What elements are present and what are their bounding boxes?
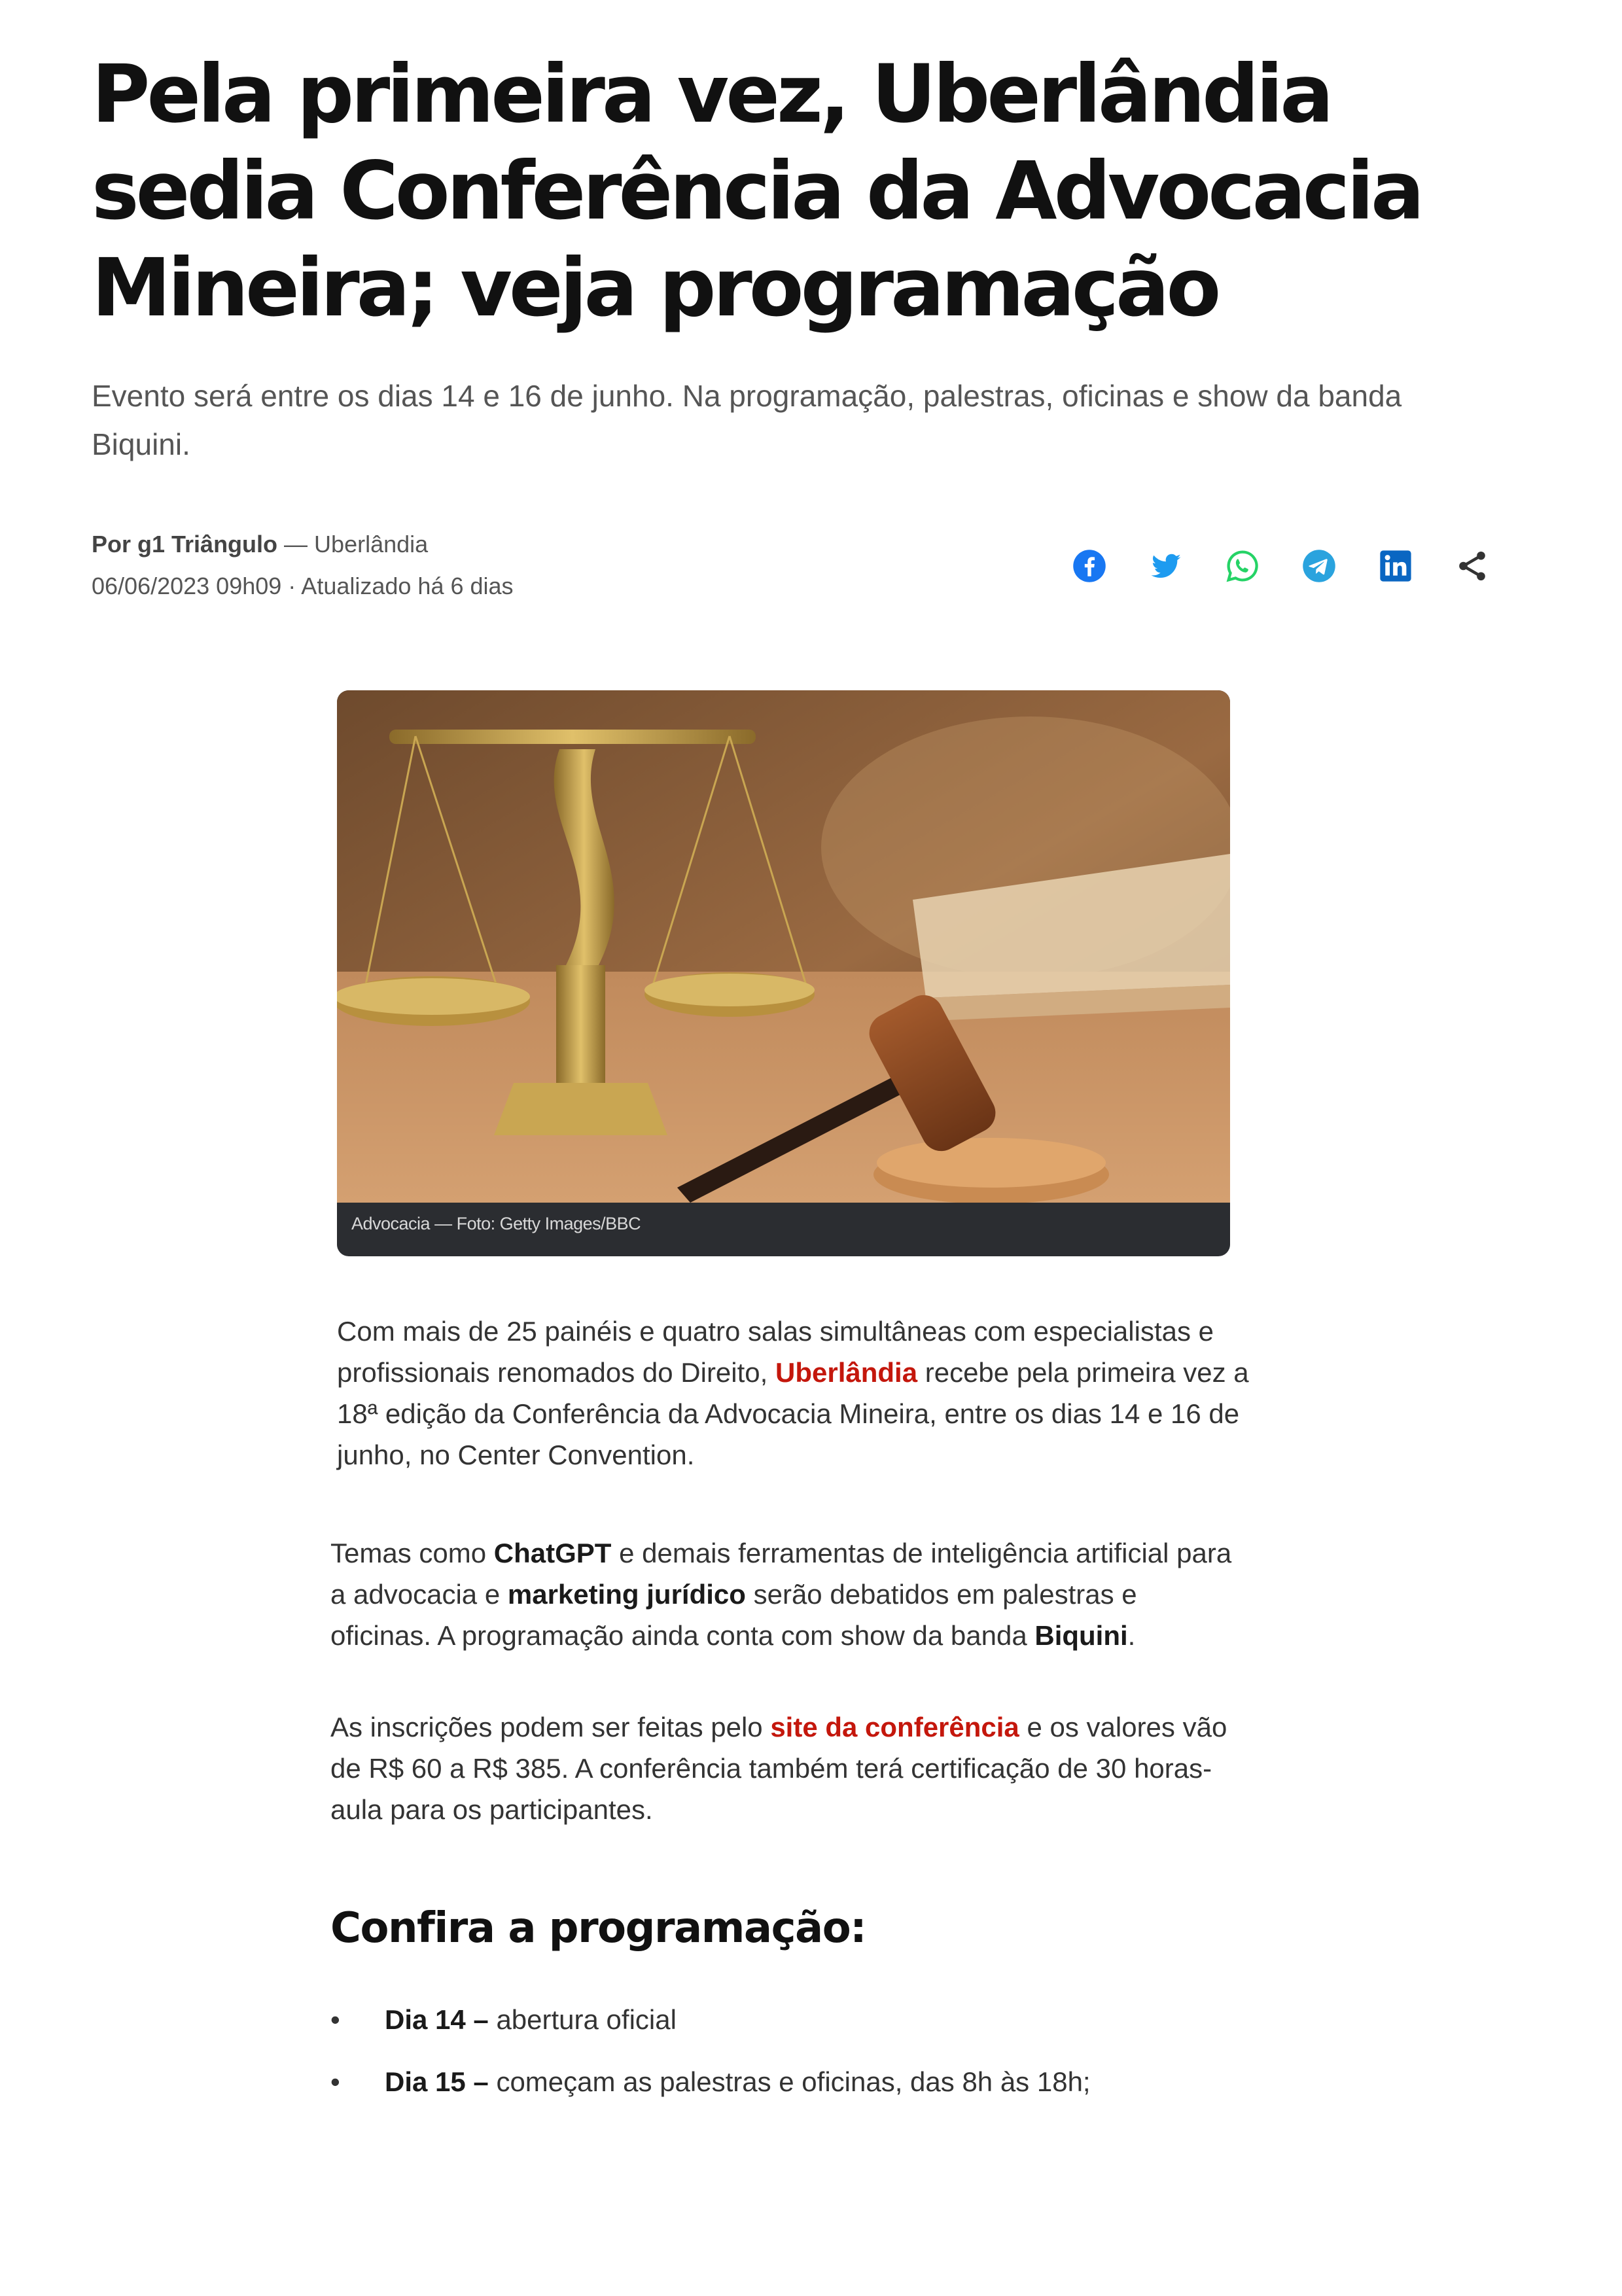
byline-separator: — [277,531,315,557]
link-uberlandia[interactable]: Uberlândia [775,1357,918,1388]
program-item: • Dia 15 – começam as palestras e oficinas, das 8h às 18h; [330,2061,1091,2102]
article-photo-scales-of-justice-gavel[interactable] [337,690,1230,1203]
author[interactable]: Por g1 Triângulo [92,531,278,557]
paragraph-1: Com mais de 25 painéis e quatro salas simultâneas com especialistas e profissionais renomados do Direito, Uberlândia recebe pela primeira vez a 18ª edição da Conferência da Advocacia Mineira, entre os dias 14 e 16 de junho, no Center Convention. [337,1316,1249,1470]
paragraph-3: As inscrições podem ser feitas pelo site da conferência e os valores vão de R$ 60 a R$ 385. A conferência também terá certificação de 30 horas-aula para os participantes. [330,1712,1227,1825]
bold-biquini: Biquini [1034,1620,1128,1651]
byline [92,523,514,607]
facebook-icon [1072,548,1107,584]
share-bar [1067,543,1495,589]
bold-chatgpt: ChatGPT [493,1538,612,1568]
location: Uberlândia [314,531,429,557]
linkedin-icon [1378,548,1413,584]
twitter-icon [1148,548,1184,584]
program-item: • Dia 14 – abertura oficial [330,1999,1091,2040]
byline-date-line [92,565,514,607]
share-facebook-button[interactable] [1067,543,1112,589]
share-twitter-button[interactable] [1143,543,1189,589]
link-site-conferencia[interactable]: site da conferência [770,1712,1019,1742]
telegram-icon [1301,548,1337,584]
whatsapp-icon [1225,548,1260,584]
bold-marketing-juridico: marketing jurídico [507,1579,746,1610]
share-more-button[interactable] [1449,543,1495,589]
photo-caption: Advocacia — Foto: Getty Images/BBC [351,1214,641,1233]
share-linkedin-button[interactable] [1373,543,1419,589]
byline-author-line [92,523,514,565]
share-telegram-button[interactable] [1296,543,1342,589]
share-whatsapp-button[interactable] [1220,543,1265,589]
share-icon [1455,548,1490,584]
subheadline: Evento será entre os dias 14 e 16 de junho. Na programação, palestras, oficinas e show da banda Biquini. [92,379,1402,461]
paragraph-2: Temas como ChatGPT e demais ferramentas de inteligência artificial para a advocacia e marketing jurídico serão debatidos em palestras e oficinas. A programação ainda conta com show da banda Biquini. [330,1538,1232,1651]
program-list [330,1999,1091,2123]
program-title: Confira a programação: [330,1904,866,1952]
headline: Pela primeira vez, Uberlândia sedia Conferência da Advocacia Mineira; veja programação [92,48,1422,334]
publish-datetime: 06/06/2023 09h09 [92,573,282,599]
updated-time: · Atualizado há 6 dias [281,573,514,599]
article-figure [337,690,1230,1256]
